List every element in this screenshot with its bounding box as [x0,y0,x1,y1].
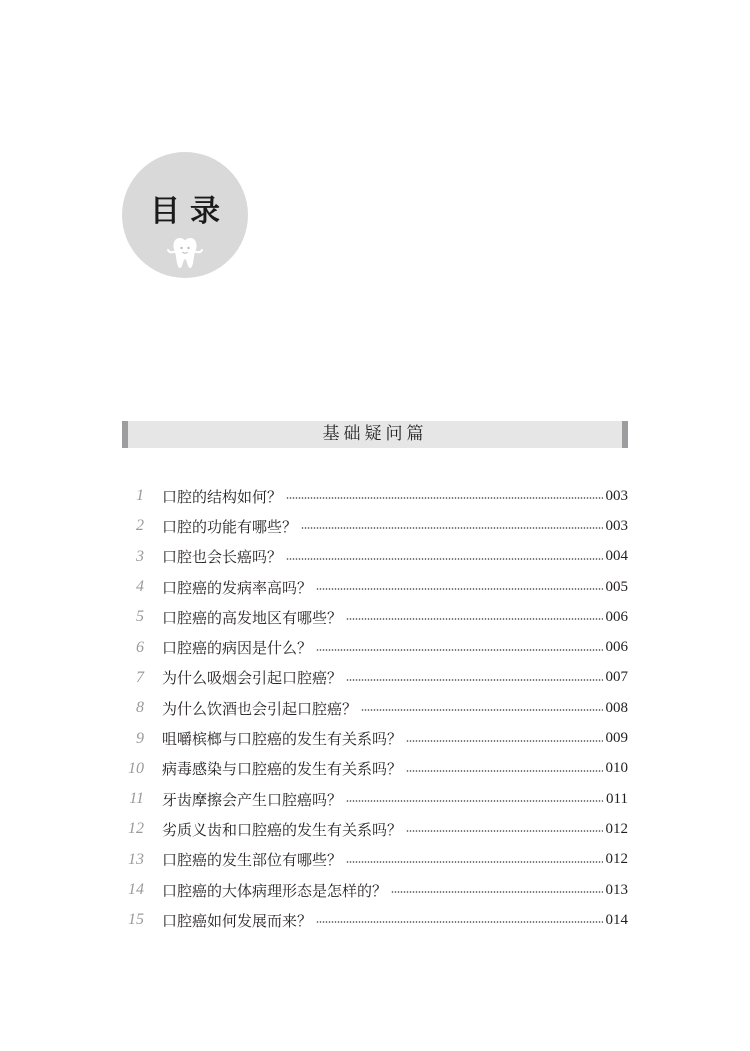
dot-leader [286,558,602,560]
toc-entry-page: 006 [605,608,628,625]
dot-leader [301,527,602,529]
dot-leader [316,588,602,590]
toc-entry-page: 010 [605,760,628,777]
toc-entry-page: 004 [605,548,628,565]
toc-entry[interactable] [122,663,628,693]
page-title: 目录 [150,194,230,229]
dot-leader [391,891,602,893]
toc-entry-title: 口腔癌的发病率高吗？ [162,578,313,597]
toc-entry-number: 3 [136,547,144,565]
toc-entry-title: 口腔癌的病因是什么？ [162,639,313,658]
toc-entry[interactable] [122,723,628,753]
toc-entry-title: 口腔癌的大体病理形态是怎样的？ [162,881,388,900]
toc-entry-title: 口腔癌的发生部位有哪些？ [162,851,343,870]
dot-leader [316,649,602,651]
toc-entry-title: 为什么饮酒也会引起口腔癌？ [162,699,358,718]
toc-entry[interactable] [122,875,628,905]
toc-entry-title: 咀嚼槟榔与口腔癌的发生有关系吗？ [162,730,403,749]
toc-entry-title: 为什么吸烟会引起口腔癌？ [162,669,343,688]
toc-entry-page: 009 [605,730,628,747]
toc-entry-number: 1 [136,487,144,505]
dot-leader [406,740,602,742]
toc-entry[interactable] [122,845,628,875]
dot-leader [286,497,602,499]
dot-leader [406,830,602,832]
dot-leader [346,800,603,802]
toc-entry[interactable] [122,632,628,662]
table-of-contents [122,481,628,935]
toc-entry-page: 003 [605,487,628,504]
toc-entry-number: 6 [136,638,144,656]
toc-entry-number: 12 [128,820,144,838]
toc-entry[interactable] [122,602,628,632]
toc-entry-page: 011 [606,790,628,807]
toc-entry-page: 007 [605,669,628,686]
toc-entry-number: 10 [128,759,144,777]
toc-entry-title: 口腔癌如何发展而来？ [162,911,313,930]
toc-entry-title: 口腔的结构如何？ [162,487,283,506]
dot-leader [316,921,602,923]
toc-entry-page: 012 [605,851,628,868]
dot-leader [346,679,602,681]
toc-entry-title: 劣质义齿和口腔癌的发生有关系吗？ [162,820,403,839]
toc-entry[interactable] [122,754,628,784]
toc-entry-number: 2 [136,517,144,535]
toc-entry-title: 病毒感染与口腔癌的发生有关系吗？ [162,760,403,779]
toc-entry[interactable] [122,693,628,723]
section-header [122,421,628,448]
tooth-icon [164,236,206,272]
toc-entry[interactable] [122,511,628,541]
title-badge [122,152,248,278]
toc-entry[interactable] [122,542,628,572]
toc-entry-number: 9 [136,729,144,747]
toc-entry-page: 006 [605,639,628,656]
toc-entry-page: 012 [605,820,628,837]
section-title: 基础疑问篇 [322,424,428,444]
toc-entry-title: 口腔癌的高发地区有哪些？ [162,608,343,627]
toc-entry[interactable] [122,784,628,814]
toc-entry-title: 口腔的功能有哪些？ [162,517,298,536]
dot-leader [361,709,602,711]
toc-entry-page: 005 [605,578,628,595]
toc-entry-number: 7 [136,668,144,686]
toc-entry-number: 5 [136,608,144,626]
section-bar-right-edge [622,421,628,448]
dot-leader [406,770,602,772]
toc-entry[interactable] [122,814,628,844]
toc-entry-number: 13 [128,850,144,868]
toc-entry-number: 11 [129,790,144,808]
toc-entry-page: 014 [605,911,628,928]
toc-entry-number: 15 [128,911,144,929]
toc-entry[interactable] [122,572,628,602]
toc-entry-page: 008 [605,699,628,716]
dot-leader [346,618,602,620]
toc-entry-page: 013 [605,881,628,898]
toc-entry[interactable] [122,905,628,935]
toc-entry-title: 口腔也会长癌吗？ [162,548,283,567]
toc-entry-title: 牙齿摩擦会产生口腔癌吗？ [162,790,343,809]
toc-entry-number: 4 [136,578,144,596]
dot-leader [346,861,602,863]
toc-entry[interactable] [122,481,628,511]
toc-entry-number: 8 [136,699,144,717]
toc-entry-number: 14 [128,881,144,898]
toc-entry-page: 003 [605,517,628,534]
